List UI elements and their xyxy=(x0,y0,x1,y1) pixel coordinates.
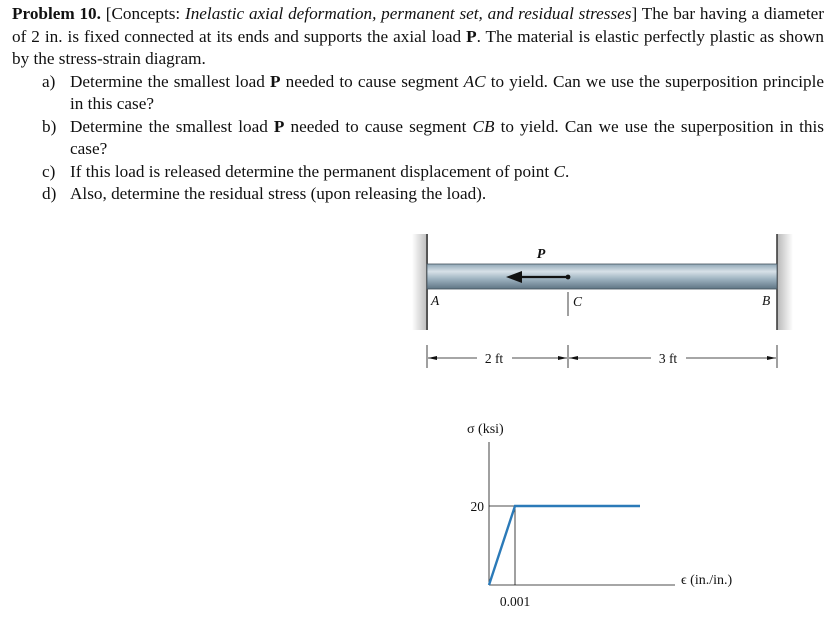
x-axis-label: ϵ (in./in.) xyxy=(681,573,733,588)
dim-arrow xyxy=(558,356,567,360)
question-label: a) xyxy=(42,71,56,91)
question-label: b) xyxy=(42,116,57,136)
concepts-text: Inelastic axial deformation, permanent set, and residual stresses xyxy=(184,4,632,23)
question-italic: AC xyxy=(463,71,486,91)
statement-part-1: The bar having a diameter of 2 in. is fixed connected at its ends and supports the axial load xyxy=(12,4,824,46)
load-point xyxy=(566,275,571,280)
left-wall xyxy=(412,234,428,330)
dim-arrow xyxy=(428,356,437,360)
question-text: to yield. Can we use the superposition in this case? xyxy=(70,116,824,158)
dim-ac-label: 2 ft xyxy=(484,351,504,366)
point-c-label: C xyxy=(573,294,583,309)
question-text: If this load is released determine the permanent displacement of point xyxy=(70,161,554,181)
load-symbol: P xyxy=(466,26,477,46)
question-text: needed to cause segment xyxy=(284,116,473,136)
y-axis-label: σ (ksi) xyxy=(467,422,504,437)
point-a-label: A xyxy=(431,293,440,308)
question-italic: C xyxy=(553,161,565,181)
stress-strain-curve xyxy=(489,506,640,585)
question-text: Determine the smallest load xyxy=(70,71,270,91)
problem-number: Problem 10. xyxy=(12,4,101,23)
point-b-label: B xyxy=(762,293,771,308)
dim-cb-label: 3 ft xyxy=(658,351,678,366)
yield-strain-tick-label: 0.001 xyxy=(499,594,531,609)
question-text: Also, determine the residual stress (upon releasing the load). xyxy=(70,184,487,203)
question-text: Determine the smallest load xyxy=(70,116,274,136)
stress-strain-chart xyxy=(467,422,732,609)
concepts-open: [Concepts: xyxy=(105,4,185,23)
question-text: . xyxy=(564,161,570,181)
dim-arrow xyxy=(767,356,776,360)
question-text: needed to cause segment xyxy=(280,71,464,91)
question-italic: CB xyxy=(472,116,495,136)
concepts-close: ] xyxy=(631,4,638,23)
question-text: to yield. Can we use the superposition principle in this case? xyxy=(70,71,825,113)
bar-figure xyxy=(412,234,793,368)
bar xyxy=(427,264,777,289)
question-label: c) xyxy=(42,161,56,181)
question-bold: P xyxy=(273,116,285,136)
question-label: d) xyxy=(42,184,57,203)
dim-arrow xyxy=(569,356,578,360)
question-bold: P xyxy=(269,71,281,91)
yield-stress-tick-label: 20 xyxy=(470,499,484,514)
load-label: P xyxy=(536,247,546,262)
right-wall xyxy=(777,234,793,330)
statement-part-2: . The material is elastic perfectly plastic as shown by the stress-strain diagram. xyxy=(12,26,824,68)
